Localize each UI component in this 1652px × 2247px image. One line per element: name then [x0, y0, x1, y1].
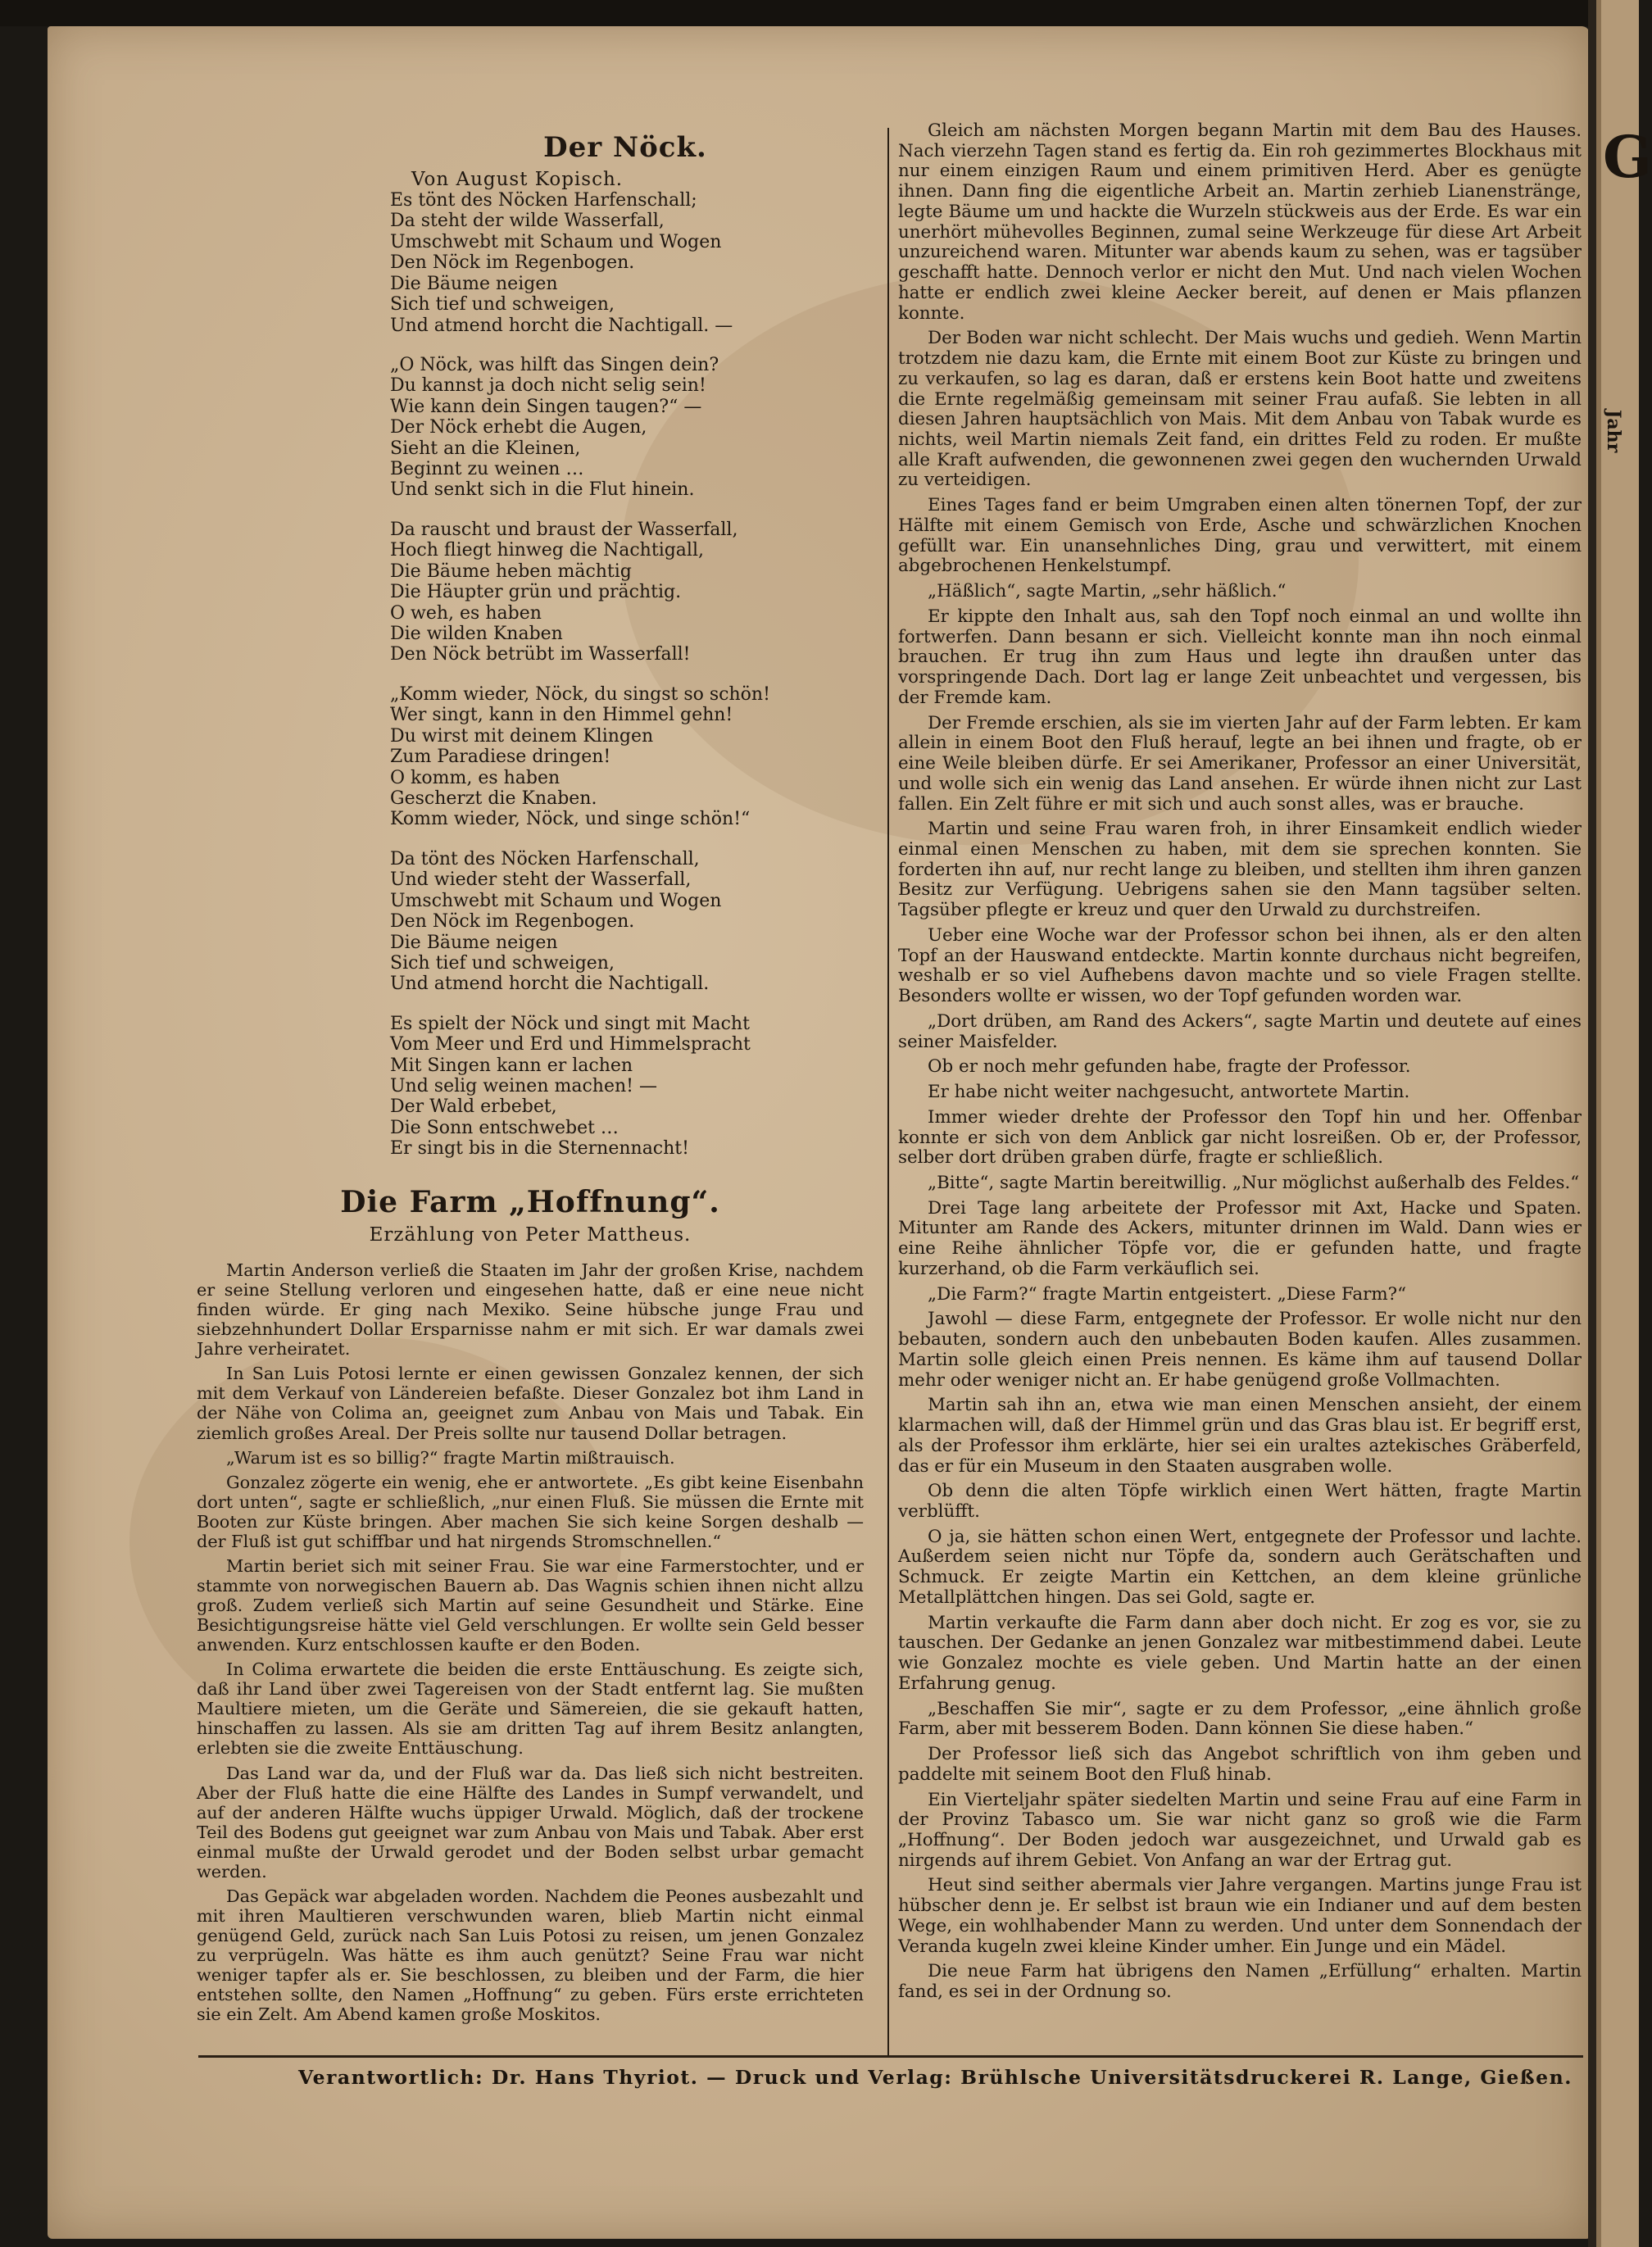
- story-paragraph: „Die Farm?“ fragte Martin entgeistert. „Diese Farm?“: [928, 1283, 1407, 1305]
- footer-rule: [198, 2055, 1583, 2058]
- story-paragraph: Der Boden war nicht schlecht. Der Mais wuchs und gedieh. Wenn Martin trotzdem nie dazu kam, die Ernte mit einem Boot zur Küste zu bringen und zu verkaufen, so lag es daran, daß er erstens kein Boot hatte und zweitens die Ernte regelmäßig gemeinsam mit seiner Frau aufaß. Sie lebten in all diesen Jahren hauptsächlich von Mais. Mit dem Anbau von Tabak wurde es nichts, weil Martin niemals Zeit fand, ein drittes Feld zu roden. Er mußte alle Kraft aufwenden, die gewonnenen zwei gegen den wuchernden Urwald zu verteidigen.: [898, 328, 1582, 491]
- story-paragraph: Ueber eine Woche war der Professor schon bei ihnen, als er den alten Topf an der Hauswand entdeckte. Martin konnte durchaus nicht begreifen, weshalb er so viel Aufhebens davon machte und so viele Fragen stellte. Besonders wollte er wissen, wo der Topf gefunden worden war.: [898, 924, 1582, 1007]
- story-paragraph: Immer wieder drehte der Professor den Topf hin und her. Offenbar konnte er sich von dem Anblick gar nicht losreißen. Ob er, der Professor, selber dort drüben graben dürfe, fragte er schließlich.: [898, 1106, 1582, 1169]
- poem-stanza: [390, 355, 890, 501]
- poem-line: Den Nöck betrübt im Wasserfall!: [390, 644, 691, 665]
- poem-title: Der Nöck.: [543, 131, 707, 164]
- poem-byline: Von August Kopisch.: [411, 169, 624, 190]
- story-paragraph: In San Luis Potosi lernte er einen gewissen Gonzalez kennen, der sich mit dem Verkauf von Ländereien befaßte. Dieser Gonzalez bot ihm Land in der Nähe von Colima an, geeignet zum Anbau von Mais und Tabak. Ein ziemlich großes Areal. Der Preis sollte nur tausend Dollar betragen.: [197, 1364, 864, 1443]
- story-paragraph: Martin und seine Frau waren froh, in ihrer Einsamkeit endlich wieder einmal einen Menschen zu haben, mit dem sie sprechen konnten. Sie forderten ihn auf, nur recht lange zu bleiben, und stellten ihm ihren ganzen Besitz zur Verfügung. Uebrigens sahen sie den Mann tagsüber selten. Tagsüber pflegte er kreuz und quer den Urwald zu durchstreifen.: [898, 819, 1582, 921]
- poem-stanza: [390, 684, 890, 830]
- poem-stanza: [390, 520, 890, 665]
- story-paragraph: Martin verkaufte die Farm dann aber doch nicht. Er zog es vor, sie zu tauschen. Der Gedanke an jenen Gonzalez war mitbestimmend dabei. Leute wie Gonzalez mochte es viele geben. Und Martin hatte an der einen Erfahrung genug.: [898, 1612, 1582, 1694]
- poem-line: Wie kann dein Singen taugen?“ —: [390, 396, 702, 417]
- story-paragraph: Ein Vierteljahr später siedelten Martin und seine Frau auf eine Farm in der Provinz Tabasco um. Sie war nicht ganz so groß wie die Farm „Hoffnung“. Der Boden jedoch war ausgezeichnet, und Urwald gab es nirgends auf ihrem Gebiet. Von Anfang an war der Ertrag gut.: [898, 1789, 1582, 1871]
- poem-line: Umschwebt mit Schaum und Wogen: [390, 890, 722, 911]
- story-paragraph: Der Professor ließ sich das Angebot schriftlich von ihm geben und paddelte mit seinem Boot den Fluß hinab.: [898, 1744, 1582, 1785]
- story-byline: Erzählung von Peter Mattheus.: [369, 1224, 692, 1246]
- story-paragraph: Heut sind seither abermals vier Jahre vergangen. Martins junge Frau ist hübscher denn je. Er selbst ist braun wie ein Indianer und auf dem besten Wege, ein wohlhabender Mann zu werden. Und unter dem Sonnendach der Veranda kugeln zwei kleine Kinder umher. Ein Junge und ein Mädel.: [898, 1875, 1582, 1957]
- poem-line: Es spielt der Nöck und singt mit Macht: [390, 1013, 750, 1034]
- poem-line: Die Bäume heben mächtig: [390, 561, 632, 582]
- poem-stanza: [390, 190, 890, 336]
- story-paragraph: Das Land war da, und der Fluß war da. Das ließ sich nicht bestreiten. Aber der Fluß hatte die eine Hälfte des Landes in Sumpf verwandelt, und auf der anderen Hälfte wuchs üppiger Urwald. Möglich, daß der trockene Teil des Bodens gut geeignet war zum Anbau von Mais und Tabak. Aber erst einmal mußte der Urwald gerodet und der Boden selbst urbar gemacht werden.: [197, 1763, 864, 1882]
- poem-line: Sieht an die Kleinen,: [390, 438, 581, 459]
- poem-stanzas: [390, 190, 890, 1160]
- story-paragraph: „Häßlich“, sagte Martin, „sehr häßlich.“: [928, 581, 1287, 602]
- story-paragraph: Martin beriet sich mit seiner Frau. Sie war eine Farmerstochter, und er stammte von norwegischen Bauern ab. Das Wagnis schien ihnen nicht allzu groß. Zudem verließ sich Martin auf seine Gesundheit und Stärke. Eine Besichtigungsreise hätte viel Geld verschlungen. Er wollte sein Geld besser anwenden. Kurz entschlossen kaufte er den Boden.: [197, 1555, 864, 1655]
- story-paragraph: Der Fremde erschien, als sie im vierten Jahr auf der Farm lebten. Er kam allein in einem Boot den Fluß herauf, legte an bei ihnen und fragte, ob er eine Weile bleiben dürfe. Er sei Amerikaner, Professor an einer Universität, und wolle sich ein wenig das Land ansehen. Er würde ihnen nicht zur Last fallen. Ein Zelt führe er mit sich und auch sonst alles, was er brauche.: [898, 712, 1582, 815]
- poem-line: Komm wieder, Nöck, und singe schön!“: [390, 809, 751, 830]
- story-paragraph: O ja, sie hätten schon einen Wert, entgegnete der Professor und lachte. Außerdem seien nicht nur Töpfe da, sondern auch Gerätschaften und Schmuck. Er zeigte Martin ein Kettchen, an dem kleine grünliche Metallplättchen hingen. Das sei Gold, sagte er.: [898, 1526, 1582, 1608]
- story-paragraph: Drei Tage lang arbeitete der Professor mit Axt, Hacke und Spaten. Mitunter am Rande des Ackers, mitunter drinnen im Wald. Dann wies er eine Reihe ähnlicher Töpfe vor, die er gefunden hatte, und fragte kurzerhand, ob die Farm verkäuflich sei.: [898, 1197, 1582, 1279]
- story-paragraph: Das Gepäck war abgeladen worden. Nachdem die Peones ausbezahlt und mit ihren Maultieren verschwunden waren, blieb Martin nicht einmal genügend Geld, zurück nach San Luis Potosi zu reisen, um jenen Gonzalez zu verprügeln. Was hätte es ihm auch genützt? Seine Frau war nicht weniger tapfer als er. Sie beschlossen, zu bleiben und der Farm, die hier entstehen sollte, den Namen „Hoffnung“ zu geben. Fürs erste errichteten sie ein Zelt. Am Abend kamen große Moskitos.: [197, 1886, 864, 2025]
- poem-line: Den Nöck im Regenbogen.: [390, 252, 635, 274]
- story-paragraph: Gonzalez zögerte ein wenig, ehe er antwortete. „Es gibt keine Eisenbahn dort unten“, sagte er schließlich, „nur einen Fluß. Sie müssen die Ernte mit Booten zur Küste bringen. Aber machen Sie sich keine Sorgen deshalb — der Fluß ist gut schiffbar und hat nirgends Stromschnellen.“: [197, 1472, 864, 1551]
- poem-stanza: [390, 849, 890, 995]
- story-left-column: [197, 1260, 864, 2024]
- poem-line: Die Sonn entschwebet …: [390, 1117, 619, 1138]
- poem-line: Es tönt des Nöcken Harfenschall;: [390, 190, 697, 211]
- poem-line: Und selig weinen machen! —: [390, 1076, 657, 1097]
- poem-stanza: [390, 1014, 890, 1160]
- story-paragraph: Die neue Farm hat übrigens den Namen „Erfüllung“ erhalten. Martin fand, es sei in der Ordnung so.: [898, 1961, 1582, 2003]
- adjacent-page-fragment: G: [1603, 123, 1652, 191]
- story-paragraph: Ob er noch mehr gefunden habe, fragte der Professor.: [928, 1056, 1411, 1078]
- poem-line: Und senkt sich in die Flut hinein.: [390, 479, 695, 501]
- poem-line: „O Nöck, was hilft das Singen dein?: [390, 354, 719, 375]
- poem-line: Und atmend horcht die Nachtigall. —: [390, 315, 733, 336]
- story-title: Die Farm „Hoffnung“.: [340, 1185, 720, 1219]
- adjacent-page-fragment: Jahr: [1603, 410, 1624, 453]
- story-paragraph: „Beschaffen Sie mir“, sagte er zu dem Professor, „eine ähnlich große Farm, aber mit besserem Boden. Dann können Sie diese haben.“: [898, 1698, 1582, 1740]
- poem-line: „Komm wieder, Nöck, du singst so schön!: [390, 683, 770, 705]
- poem-line: Mit Singen kann er lachen: [390, 1055, 633, 1076]
- story-paragraph: Jawohl — diese Farm, entgegnete der Professor. Er wolle nicht nur den bebauten, sondern auch den unbebauten Boden kaufen. Alles zusammen. Martin solle gleich einen Preis nennen. Es käme ihm auf tausend Dollar mehr oder weniger nicht an. Er habe genügend große Vollmachten.: [898, 1309, 1582, 1391]
- story-paragraph: „Warum ist es so billig?“ fragte Martin mißtrauisch.: [226, 1447, 675, 1468]
- column-rule: [887, 128, 889, 2055]
- story-paragraph: „Bitte“, sagte Martin bereitwillig. „Nur möglichst außerhalb des Feldes.“: [928, 1172, 1580, 1193]
- poem: [390, 131, 890, 1160]
- poem-line: Gescherzt die Knaben.: [390, 788, 597, 809]
- poem-line: Du wirst mit deinem Klingen: [390, 725, 654, 747]
- poem-line: Vom Meer und Erd und Himmelspracht: [390, 1034, 751, 1055]
- story-paragraph: Er kippte den Inhalt aus, sah den Topf noch einmal an und wollte ihn fortwerfen. Dann besann er sich. Vielleicht konnte man ihn noch einmal brauchen. Er trug ihn zum Haus und legte ihn draußen unter das vorspringende Dach. Dort lag er lange Zeit unbeachtet und vergessen, bis der Fremde kam.: [898, 606, 1582, 708]
- poem-line: Du kannst ja doch nicht selig sein!: [390, 375, 706, 397]
- poem-line: O weh, es haben: [390, 602, 542, 624]
- poem-line: Sich tief und schweigen,: [390, 294, 615, 315]
- poem-line: Die Häupter grün und prächtig.: [390, 582, 682, 603]
- story-paragraph: Martin Anderson verließ die Staaten im Jahr der großen Krise, nachdem er seine Stellung verloren und eingesehen hatte, daß er eine neue nicht finden würde. Er ging nach Mexiko. Seine hübsche junge Frau und siebzehnhundert Dollar Ersparnisse nahm er mit sich. Er war damals zwei Jahre verheiratet.: [197, 1260, 864, 1360]
- story-paragraph: Eines Tages fand er beim Umgraben einen alten tönernen Topf, der zur Hälfte mit einem Gemisch von Erde, Asche und schwärzlichen Knochen gefüllt war. Ein unansehnliches Ding, grau und verwittert, mit einem abgebrochenen Henkelstumpf.: [898, 495, 1582, 577]
- poem-line: Hoch fliegt hinweg die Nachtigall,: [390, 540, 704, 561]
- poem-line: Zum Paradiese dringen!: [390, 747, 611, 768]
- poem-line: Die Bäume neigen: [390, 932, 558, 953]
- poem-line: Die Bäume neigen: [390, 273, 558, 294]
- poem-line: O komm, es haben: [390, 767, 560, 788]
- poem-line: Da tönt des Nöcken Harfenschall,: [390, 848, 700, 869]
- poem-line: Umschwebt mit Schaum und Wogen: [390, 231, 722, 252]
- poem-line: Und wieder steht der Wasserfall,: [390, 869, 692, 891]
- poem-line: Da steht der wilde Wasserfall,: [390, 211, 665, 232]
- poem-line: Sich tief und schweigen,: [390, 952, 615, 974]
- story-heading: [197, 1185, 864, 1246]
- story-paragraph: „Dort drüben, am Rand des Ackers“, sagte Martin und deutete auf eines seiner Maisfelder.: [898, 1010, 1582, 1052]
- story-right-column: [898, 121, 1582, 2003]
- adjacent-page-edge: [1588, 0, 1652, 2247]
- story-paragraph: Er habe nicht weiter nachgesucht, antwortete Martin.: [928, 1082, 1410, 1103]
- poem-line: Da rauscht und braust der Wasserfall,: [390, 519, 738, 540]
- poem-line: Der Nöck erhebt die Augen,: [390, 417, 647, 438]
- poem-line: Den Nöck im Regenbogen.: [390, 911, 635, 933]
- story-paragraph: Gleich am nächsten Morgen begann Martin mit dem Bau des Hauses. Nach vierzehn Tagen stand es fertig da. Ein roh gezimmertes Blockhaus mit nur einem einzigen Raum und einem primitiven Herd. Aber es genügte ihnen. Dann fing die eigentliche Arbeit an. Martin zerhieb Lianenstränge, legte Bäume um und hackte die Wurzeln stückweis aus der Erde. Es war ein unerhört mühevolles Beginnen, zumal seine Werkzeuge für diese Art Arbeit unzureichend waren. Mitunter war abends kaum zu sehen, was er tagsüber geschafft hatte. Dennoch verlor er nicht den Mut. Und nach vielen Wochen hatte er endlich zwei kleine Aecker bereit, auf denen er Mais pflanzen konnte.: [898, 120, 1582, 324]
- poem-line: Und atmend horcht die Nachtigall.: [390, 974, 710, 995]
- poem-line: Wer singt, kann in den Himmel gehn!: [390, 705, 733, 726]
- imprint-footer: Verantwortlich: Dr. Hans Thyriot. — Druck und Verlag: Brühlsche Universitätsdruckerei R. Lange, Gießen.: [298, 2066, 1573, 2089]
- poem-line: Er singt bis in die Sternennacht!: [390, 1138, 689, 1160]
- binding-edge: [0, 0, 1639, 26]
- poem-line: Der Wald erbebet,: [390, 1096, 557, 1118]
- story-paragraph: In Colima erwartete die beiden die erste Enttäuschung. Es zeigte sich, daß ihr Land über zwei Tagereisen von der Stadt entfernt lag. Sie mußten Maultiere mieten, um die Geräte und Sämereien, die sie gekauft hatten, hinschaffen zu lassen. Als sie am dritten Tag auf ihrem Besitz anlangten, erlebten sie die zweite Enttäuschung.: [197, 1659, 864, 1759]
- poem-line: Beginnt zu weinen …: [390, 459, 584, 480]
- story-paragraph: Martin sah ihn an, etwa wie man einen Menschen ansieht, der einem klarmachen will, daß der Himmel grün und das Gras blau ist. Er begriff erst, als der Professor ihm erklärte, hier sei ein uraltes aztekisches Gräberfeld, das er für ein Museum in den Staaten ausgraben wolle.: [898, 1395, 1582, 1477]
- poem-line: Die wilden Knaben: [390, 624, 563, 645]
- story-paragraph: Ob denn die alten Töpfe wirklich einen Wert hätten, fragte Martin verblüfft.: [898, 1481, 1582, 1522]
